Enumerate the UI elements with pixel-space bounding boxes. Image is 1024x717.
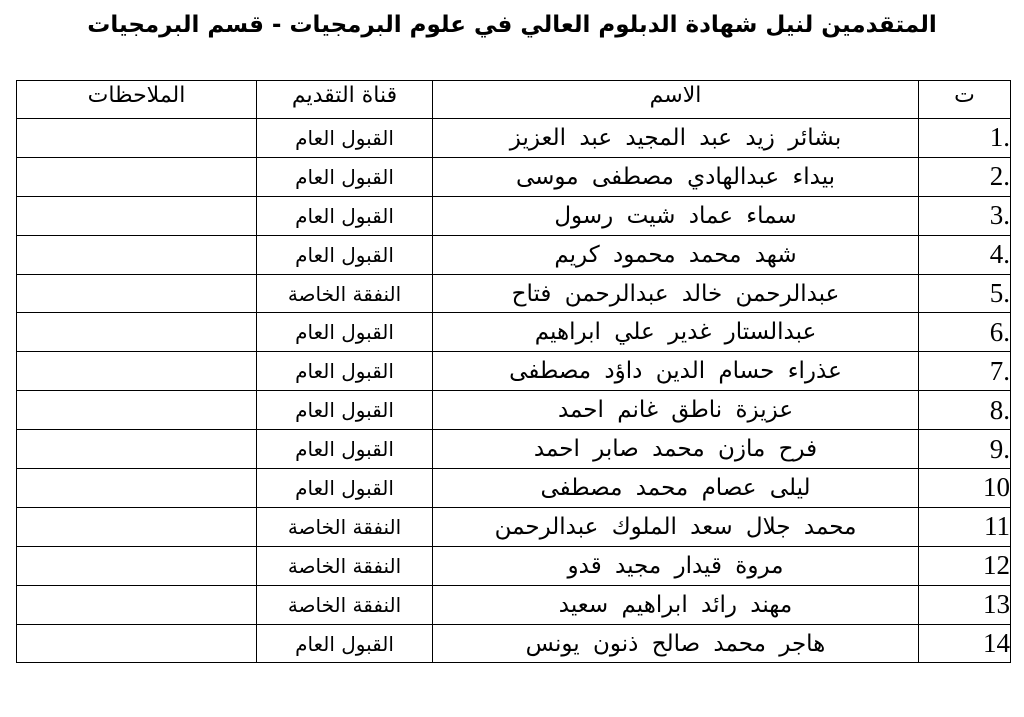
row-name-cell: هاجر محمد صالح ذنون يونس [433, 624, 919, 663]
table-row [17, 352, 1011, 391]
table-row [17, 157, 1011, 196]
row-seq: 8. [989, 394, 1010, 425]
row-seq-cell [919, 235, 1011, 274]
row-notes-cell [17, 507, 257, 546]
row-notes-cell [17, 235, 257, 274]
row-seq-cell [919, 391, 1011, 430]
row-seq-cell [919, 274, 1011, 313]
row-notes-cell [17, 430, 257, 469]
row-channel-cell: النفقة الخاصة [257, 546, 433, 585]
row-notes-cell [17, 157, 257, 196]
row-name-cell: بيداء عبدالهادي مصطفى موسى [433, 157, 919, 196]
row-seq-cell [919, 430, 1011, 469]
row-notes-cell [17, 274, 257, 313]
row-name-cell: بشائر زيد عبد المجيد عبد العزيز [433, 119, 919, 158]
row-seq-cell [919, 469, 1011, 508]
row-seq-cell [919, 624, 1011, 663]
table-row [17, 469, 1011, 508]
row-name-cell: مروة قيدار مجيد قدو [433, 546, 919, 585]
row-seq: 1. [989, 122, 1010, 153]
row-seq-cell [919, 157, 1011, 196]
row-seq: 14 [983, 628, 1010, 659]
row-name-cell: فرح مازن محمد صابر احمد [433, 430, 919, 469]
row-channel-cell: القبول العام [257, 430, 433, 469]
row-seq-cell [919, 585, 1011, 624]
row-name-cell: عذراء حسام الدين داؤد مصطفى [433, 352, 919, 391]
table-row [17, 235, 1011, 274]
table-row [17, 313, 1011, 352]
row-seq: 13 [983, 589, 1010, 620]
row-notes-cell [17, 546, 257, 585]
row-seq: 11 [984, 511, 1010, 542]
row-seq-cell [919, 546, 1011, 585]
row-notes-cell [17, 352, 257, 391]
row-channel-cell: القبول العام [257, 235, 433, 274]
row-notes-cell [17, 196, 257, 235]
row-name-cell: محمد جلال سعد الملوك عبدالرحمن [433, 507, 919, 546]
row-notes-cell [17, 391, 257, 430]
table-row [17, 119, 1011, 158]
header-channel: قناة التقديم [257, 81, 433, 119]
row-name-cell: عبدالرحمن خالد عبدالرحمن فتاح [433, 274, 919, 313]
row-seq: 7. [989, 355, 1010, 386]
table-row [17, 196, 1011, 235]
table-row [17, 585, 1011, 624]
row-channel-cell: القبول العام [257, 157, 433, 196]
row-seq: 10 [983, 472, 1010, 503]
row-seq-cell [919, 196, 1011, 235]
row-seq-cell [919, 507, 1011, 546]
row-channel-cell: القبول العام [257, 313, 433, 352]
row-channel-cell: النفقة الخاصة [257, 507, 433, 546]
document-title: المتقدمين لنيل شهادة الدبلوم العالي في علوم البرمجيات - قسم البرمجيات [87, 12, 937, 38]
table-row [17, 546, 1011, 585]
row-seq: 9. [989, 433, 1010, 464]
row-seq: 2. [989, 161, 1010, 192]
row-channel-cell: القبول العام [257, 119, 433, 158]
table-row [17, 507, 1011, 546]
row-notes-cell [17, 313, 257, 352]
header-notes: الملاحظات [17, 81, 257, 119]
row-seq-cell [919, 119, 1011, 158]
row-name-cell: مهند رائد ابراهيم سعيد [433, 585, 919, 624]
row-channel-cell: القبول العام [257, 196, 433, 235]
row-channel-cell: القبول العام [257, 391, 433, 430]
row-channel-cell: القبول العام [257, 624, 433, 663]
row-seq: 5. [989, 278, 1010, 308]
row-name-cell: عبدالستار غدير علي ابراهيم [433, 313, 919, 352]
row-seq: 3. [989, 200, 1010, 231]
table-body [17, 119, 1011, 663]
row-seq: 12 [983, 550, 1010, 581]
row-channel-cell: النفقة الخاصة [257, 585, 433, 624]
row-channel-cell: النفقة الخاصة [257, 274, 433, 313]
row-seq-cell [919, 352, 1011, 391]
row-seq-cell [919, 313, 1011, 352]
row-seq: 4. [989, 239, 1010, 270]
header-name: الاسم [433, 81, 919, 119]
row-notes-cell [17, 624, 257, 663]
row-channel-cell: القبول العام [257, 352, 433, 391]
row-seq: 6. [989, 316, 1010, 347]
row-channel-cell: القبول العام [257, 469, 433, 508]
table-row [17, 430, 1011, 469]
table-row [17, 274, 1011, 313]
row-name-cell: عزيزة ناطق غانم احمد [433, 391, 919, 430]
row-notes-cell [17, 585, 257, 624]
row-notes-cell [17, 469, 257, 508]
row-name-cell: شهد محمد محمود كريم [433, 235, 919, 274]
table-row [17, 624, 1011, 663]
row-notes-cell [17, 119, 257, 158]
row-name-cell: ليلى عصام محمد مصطفى [433, 469, 919, 508]
row-name-cell: سماء عماد شيت رسول [433, 196, 919, 235]
table-header-row [17, 81, 1011, 119]
table-row [17, 391, 1011, 430]
applicants-table [16, 80, 1011, 663]
header-seq: ت [919, 81, 1011, 119]
